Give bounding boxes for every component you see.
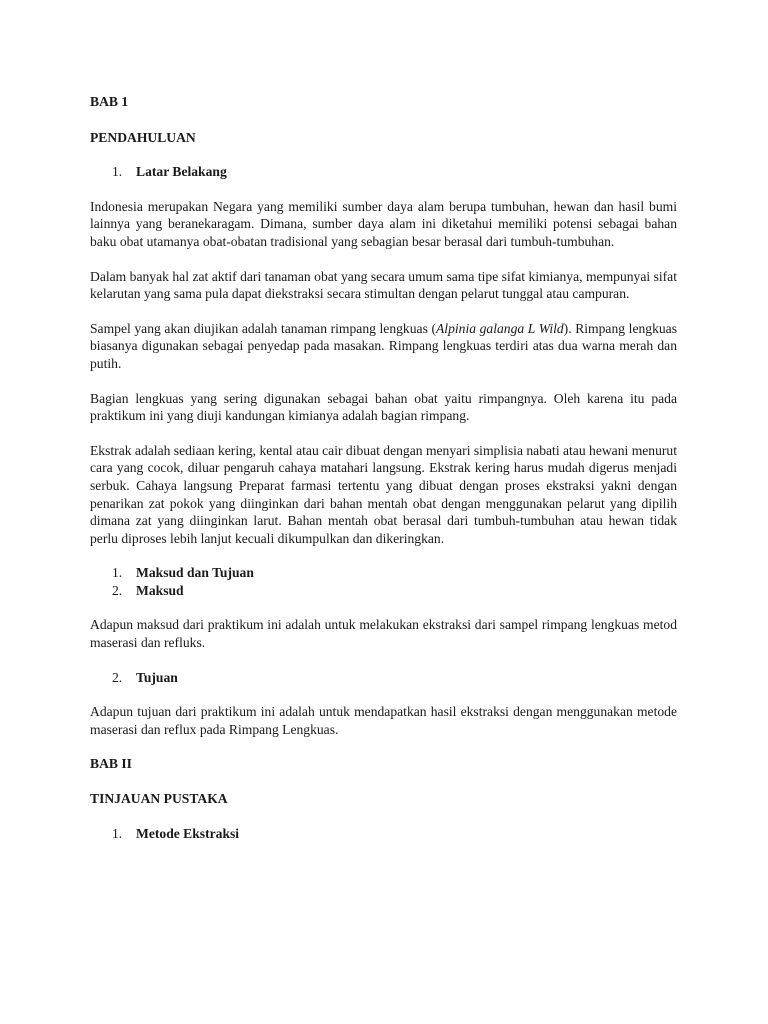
section-heading: Maksud dan Tujuan <box>136 565 254 581</box>
chapter-2-title: BAB II <box>90 756 132 772</box>
chapter-1-subtitle: PENDAHULUAN <box>90 129 196 145</box>
paragraph: Bagian lengkuas yang sering digunakan sebagai bahan obat yaitu rimpangnya. Oleh karena itu pada praktikum ini yang diuji kandungan kimianya adalah bagian rimpang. <box>90 390 677 424</box>
paragraph-text: ). Rimpang lengkuas biasanya digunakan sebagai penyedap pada masakan. Rimpang lengkuas terdiri atas dua warna merah dan putih. <box>90 320 677 371</box>
document-page <box>90 93 677 842</box>
list-number: 1. <box>112 565 123 581</box>
section-heading: Tujuan <box>136 669 178 685</box>
list-item-latar-belakang <box>90 163 677 181</box>
section-heading: Metode Ekstraksi <box>136 825 240 841</box>
paragraph-species <box>90 320 677 373</box>
paragraph: Adapun tujuan dari praktikum ini adalah untuk mendapatkan hasil ekstraksi dengan menggunakan metode maserasi dan reflux pada Rimpang Lengkuas. <box>90 704 677 737</box>
list-number: 2. <box>112 582 123 598</box>
list-item-maksud-tujuan <box>90 564 677 582</box>
list-number: 2. <box>112 669 123 685</box>
list-number: 1. <box>112 164 123 180</box>
list-item-tujuan <box>90 669 677 687</box>
paragraph: Dalam banyak hal zat aktif dari tanaman obat yang secara umum sama tipe sifat kimianya, mempunyai sifat kelarutan yang sama pula dapat diekstraksi secara stimultan dengan pelarut tunggal atau campuran. <box>90 268 677 302</box>
chapter-1-title: BAB 1 <box>90 94 129 109</box>
section-heading: Latar Belakang <box>136 164 227 180</box>
list-item-maksud <box>90 582 677 600</box>
list-item-metode-ekstraksi <box>90 825 677 843</box>
paragraph: Indonesia merupakan Negara yang memiliki sumber daya alam berupa tumbuhan, hewan dan hasil bumi lainnya yang beranekaragam. Dimana, sumber daya alam ini diketahui memiliki potensi sebagai bahan baku obat utamanya obat-obatan tradisional yang sebagian besar berasal dari tumbuh-tumbuhan. <box>90 198 677 249</box>
species-name: Alpinia galanga L Wild <box>436 320 564 336</box>
paragraph: Adapun maksud dari praktikum ini adalah untuk melakukan ekstraksi dari sampel rimpang lengkuas metod maserasi dan refluks. <box>90 617 677 651</box>
paragraph: Ekstrak adalah sediaan kering, kental atau cair dibuat dengan menyari simplisia nabati atau hewani menurut cara yang cocok, diluar pengaruh cahaya matahari langsung. Ekstrak kering harus mudah digerus menjadi serbuk. Cahaya langsung Preparat farmasi tertentu yang dibuat dengan proses ekstraksi yakni dengan penarikan zat pokok yang diinginkan dari bahan mentah obat dengan menggunakan pelarut yang dipilih dimana zat yang diinginkan larut. Bahan mentah obat berasal dari tumbuh-tumbuhan atau hewan tidak perlu diproses lebih lanjut kecuali dikumpulkan dan dikeringkan. <box>90 442 677 546</box>
paragraph-text: Sampel yang akan diujikan adalah tanaman rimpang lengkuas ( <box>90 320 436 336</box>
chapter-2-subtitle: TINJAUAN PUSTAKA <box>90 791 228 807</box>
section-heading: Maksud <box>136 582 184 598</box>
list-number: 1. <box>112 825 123 841</box>
